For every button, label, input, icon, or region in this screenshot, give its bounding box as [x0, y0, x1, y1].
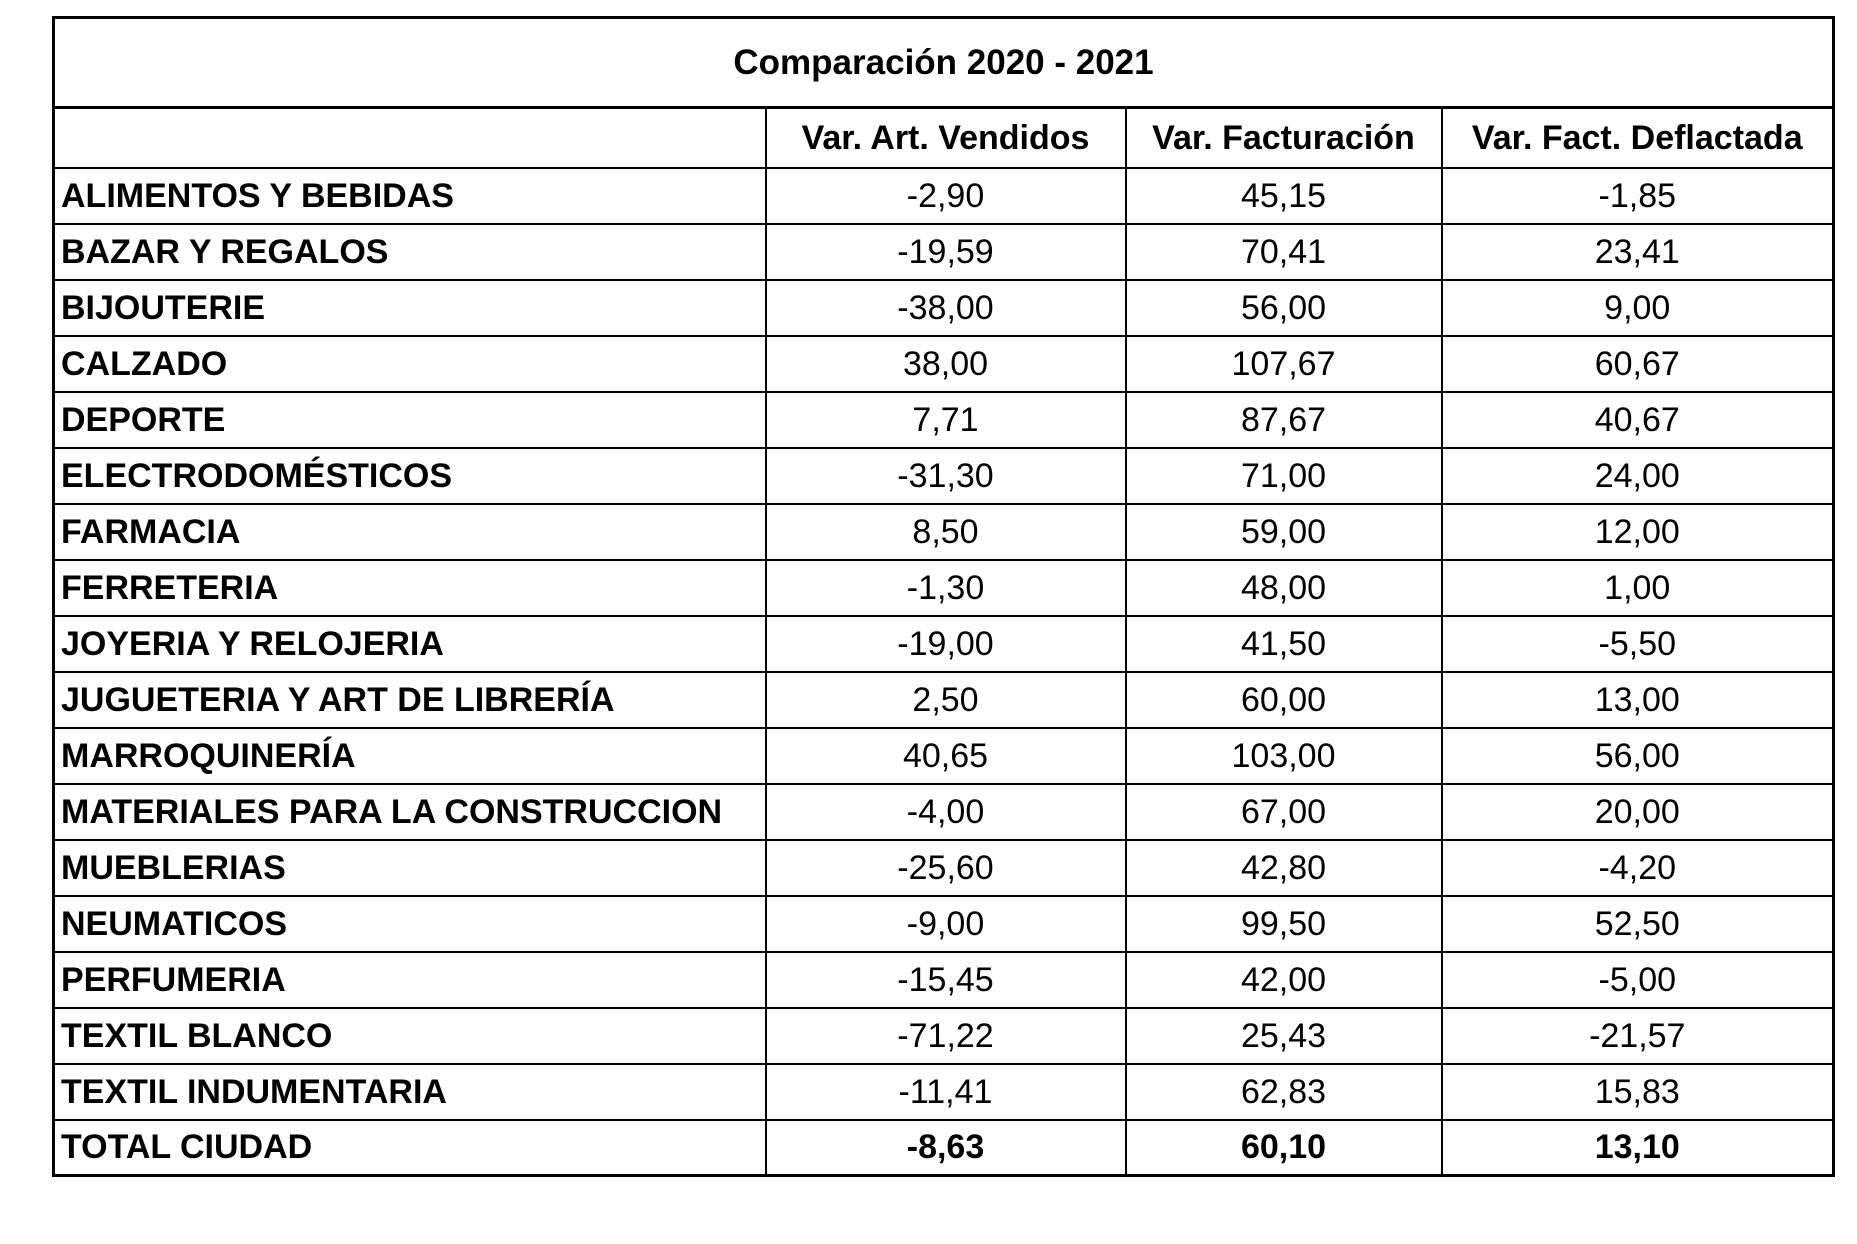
- category-cell: BAZAR Y REGALOS: [54, 224, 766, 280]
- table-row: [54, 672, 1834, 728]
- table-row: [54, 1064, 1834, 1120]
- category-cell: DEPORTE: [54, 392, 766, 448]
- art-vendidos-cell: 2,50: [766, 672, 1126, 728]
- fact-deflactada-cell: 56,00: [1442, 728, 1834, 784]
- facturacion-cell: 42,80: [1126, 840, 1442, 896]
- facturacion-cell: 60,10: [1126, 1120, 1442, 1176]
- category-cell: CALZADO: [54, 336, 766, 392]
- table-row: [54, 560, 1834, 616]
- fact-deflactada-cell: -5,00: [1442, 952, 1834, 1008]
- table-row: [54, 616, 1834, 672]
- category-cell: FERRETERIA: [54, 560, 766, 616]
- facturacion-cell: 70,41: [1126, 224, 1442, 280]
- table-row: [54, 504, 1834, 560]
- art-vendidos-cell: -31,30: [766, 448, 1126, 504]
- art-vendidos-cell: -38,00: [766, 280, 1126, 336]
- art-vendidos-cell: -15,45: [766, 952, 1126, 1008]
- art-vendidos-cell: -4,00: [766, 784, 1126, 840]
- category-cell: FARMACIA: [54, 504, 766, 560]
- category-cell: TOTAL CIUDAD: [54, 1120, 766, 1176]
- fact-deflactada-cell: 9,00: [1442, 280, 1834, 336]
- category-cell: JOYERIA Y RELOJERIA: [54, 616, 766, 672]
- art-vendidos-cell: -9,00: [766, 896, 1126, 952]
- category-cell: JUGUETERIA Y ART DE LIBRERÍA: [54, 672, 766, 728]
- fact-deflactada-cell: 1,00: [1442, 560, 1834, 616]
- header-art-vendidos: Var. Art. Vendidos: [766, 108, 1126, 168]
- facturacion-cell: 25,43: [1126, 1008, 1442, 1064]
- fact-deflactada-cell: 52,50: [1442, 896, 1834, 952]
- table-title: Comparación 2020 - 2021: [54, 18, 1834, 108]
- facturacion-cell: 62,83: [1126, 1064, 1442, 1120]
- category-cell: PERFUMERIA: [54, 952, 766, 1008]
- facturacion-cell: 99,50: [1126, 896, 1442, 952]
- category-cell: TEXTIL INDUMENTARIA: [54, 1064, 766, 1120]
- table-row: [54, 784, 1834, 840]
- art-vendidos-cell: -11,41: [766, 1064, 1126, 1120]
- art-vendidos-cell: -71,22: [766, 1008, 1126, 1064]
- category-cell: NEUMATICOS: [54, 896, 766, 952]
- fact-deflactada-cell: 24,00: [1442, 448, 1834, 504]
- fact-deflactada-cell: 23,41: [1442, 224, 1834, 280]
- fact-deflactada-cell: 20,00: [1442, 784, 1834, 840]
- art-vendidos-cell: -25,60: [766, 840, 1126, 896]
- table-row: [54, 952, 1834, 1008]
- fact-deflactada-cell: -1,85: [1442, 168, 1834, 224]
- header-facturacion: Var. Facturación: [1126, 108, 1442, 168]
- facturacion-cell: 67,00: [1126, 784, 1442, 840]
- fact-deflactada-cell: -5,50: [1442, 616, 1834, 672]
- header-fact-deflactada: Var. Fact. Deflactada: [1442, 108, 1834, 168]
- facturacion-cell: 45,15: [1126, 168, 1442, 224]
- fact-deflactada-cell: 15,83: [1442, 1064, 1834, 1120]
- category-cell: MUEBLERIAS: [54, 840, 766, 896]
- table-row: [54, 448, 1834, 504]
- facturacion-cell: 87,67: [1126, 392, 1442, 448]
- facturacion-cell: 48,00: [1126, 560, 1442, 616]
- category-cell: ELECTRODOMÉSTICOS: [54, 448, 766, 504]
- table-row: [54, 840, 1834, 896]
- facturacion-cell: 103,00: [1126, 728, 1442, 784]
- table-row: [54, 224, 1834, 280]
- table-row: [54, 1008, 1834, 1064]
- table-row: [54, 336, 1834, 392]
- table-row: [54, 896, 1834, 952]
- facturacion-cell: 41,50: [1126, 616, 1442, 672]
- art-vendidos-cell: 7,71: [766, 392, 1126, 448]
- table-row: [54, 280, 1834, 336]
- art-vendidos-cell: -8,63: [766, 1120, 1126, 1176]
- table-row: [54, 392, 1834, 448]
- fact-deflactada-cell: 13,00: [1442, 672, 1834, 728]
- category-cell: MARROQUINERÍA: [54, 728, 766, 784]
- fact-deflactada-cell: 40,67: [1442, 392, 1834, 448]
- art-vendidos-cell: 40,65: [766, 728, 1126, 784]
- art-vendidos-cell: 8,50: [766, 504, 1126, 560]
- category-cell: MATERIALES PARA LA CONSTRUCCION: [54, 784, 766, 840]
- category-cell: TEXTIL BLANCO: [54, 1008, 766, 1064]
- art-vendidos-cell: -19,00: [766, 616, 1126, 672]
- fact-deflactada-cell: 13,10: [1442, 1120, 1834, 1176]
- comparison-table: [52, 16, 1835, 1177]
- art-vendidos-cell: 38,00: [766, 336, 1126, 392]
- category-cell: BIJOUTERIE: [54, 280, 766, 336]
- table-row: [54, 728, 1834, 784]
- facturacion-cell: 59,00: [1126, 504, 1442, 560]
- facturacion-cell: 60,00: [1126, 672, 1442, 728]
- art-vendidos-cell: -2,90: [766, 168, 1126, 224]
- table-row: [54, 168, 1834, 224]
- art-vendidos-cell: -19,59: [766, 224, 1126, 280]
- header-category: [54, 108, 766, 168]
- fact-deflactada-cell: 60,67: [1442, 336, 1834, 392]
- facturacion-cell: 71,00: [1126, 448, 1442, 504]
- total-row: [54, 1120, 1834, 1176]
- fact-deflactada-cell: -4,20: [1442, 840, 1834, 896]
- category-cell: ALIMENTOS Y BEBIDAS: [54, 168, 766, 224]
- fact-deflactada-cell: -21,57: [1442, 1008, 1834, 1064]
- facturacion-cell: 42,00: [1126, 952, 1442, 1008]
- facturacion-cell: 107,67: [1126, 336, 1442, 392]
- art-vendidos-cell: -1,30: [766, 560, 1126, 616]
- fact-deflactada-cell: 12,00: [1442, 504, 1834, 560]
- facturacion-cell: 56,00: [1126, 280, 1442, 336]
